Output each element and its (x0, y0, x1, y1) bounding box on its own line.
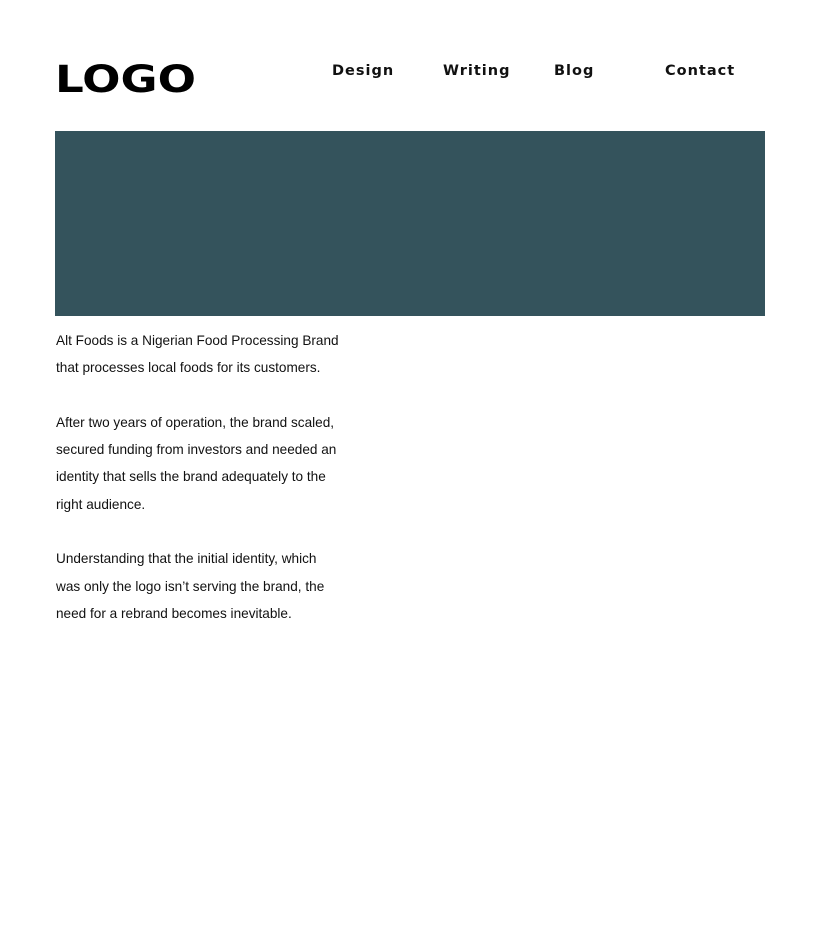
nav-link-contact[interactable]: Contact (665, 63, 736, 79)
project-description (56, 327, 356, 655)
nav-link-design[interactable]: Design (332, 63, 395, 79)
hero-banner (55, 131, 765, 316)
nav-link-blog[interactable]: Blog (554, 63, 595, 79)
paragraph-rebrand: Understanding that the initial identity, which was only the logo isn’t serving the brand, the need for a rebrand becomes inevitable. (56, 551, 325, 621)
paragraph-growth: After two years of operation, the brand scaled, secured funding from investors and needed an identity that sells the brand adequately to the right audience. (56, 414, 337, 512)
nav-link-writing[interactable]: Writing (443, 63, 511, 79)
logo[interactable]: LOGO (55, 58, 196, 101)
paragraph-intro: Alt Foods is a Nigerian Food Processing Brand that processes local foods for its customers. (56, 333, 339, 376)
